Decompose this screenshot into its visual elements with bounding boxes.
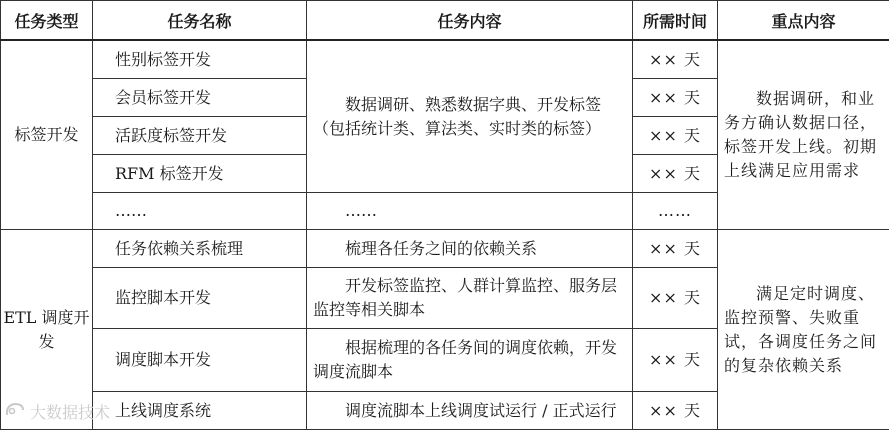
task-name-cell: 性别标签开发 — [93, 40, 307, 79]
logo-icon — [4, 401, 26, 423]
task-name-cell: 上线调度系统 — [93, 392, 307, 430]
time-cell: ×× 天 — [633, 268, 718, 329]
task-name-cell: …… — [93, 193, 307, 230]
task-name-cell: 任务依赖关系梳理 — [93, 230, 307, 268]
header-key-content: 重点内容 — [718, 1, 889, 41]
task-content-cell: …… — [307, 193, 633, 230]
time-cell: …… — [633, 193, 718, 230]
header-task-content: 任务内容 — [307, 1, 633, 41]
task-content-cell: 数据调研、熟悉数据字典、开发标签（包括统计类、算法类、实时类的标签） — [307, 40, 633, 193]
task-type-cell: 标签开发 — [1, 40, 93, 230]
time-cell: ×× 天 — [633, 392, 718, 430]
time-cell: ×× 天 — [633, 230, 718, 268]
time-cell: ×× 天 — [633, 329, 718, 392]
task-name-cell: 会员标签开发 — [93, 79, 307, 117]
task-content-cell: 梳理各任务之间的依赖关系 — [307, 230, 633, 268]
time-cell: ×× 天 — [633, 79, 718, 117]
task-name-cell: 调度脚本开发 — [93, 329, 307, 392]
key-content-cell: 满足定时调度、监控预警、失败重试，各调度任务之间的复杂依赖关系 — [718, 230, 889, 430]
header-row — [1, 1, 889, 41]
time-cell: ×× 天 — [633, 40, 718, 79]
watermark-text: 大数据技术 — [30, 403, 111, 422]
table-row — [1, 230, 889, 268]
table-row — [1, 40, 889, 79]
time-cell: ×× 天 — [633, 155, 718, 193]
task-type-cell: ETL 调度开发 — [1, 230, 93, 430]
task-name-cell: RFM 标签开发 — [93, 155, 307, 193]
task-content-cell: 调度流脚本上线调度试运行 / 正式运行 — [307, 392, 633, 430]
task-name-cell: 活跃度标签开发 — [93, 117, 307, 155]
header-task-type: 任务类型 — [1, 1, 93, 41]
task-name-cell: 监控脚本开发 — [93, 268, 307, 329]
task-content-cell: 根据梳理的各任务间的调度依赖，开发调度流脚本 — [307, 329, 633, 392]
task-content-cell: 开发标签监控、人群计算监控、服务层监控等相关脚本 — [307, 268, 633, 329]
watermark — [4, 400, 110, 423]
time-cell: ×× 天 — [633, 117, 718, 155]
key-content-cell: 数据调研，和业务方确认数据口径，标签开发上线。初期上线满足应用需求 — [718, 40, 889, 230]
header-task-name: 任务名称 — [93, 1, 307, 41]
header-required-time: 所需时间 — [633, 1, 718, 41]
